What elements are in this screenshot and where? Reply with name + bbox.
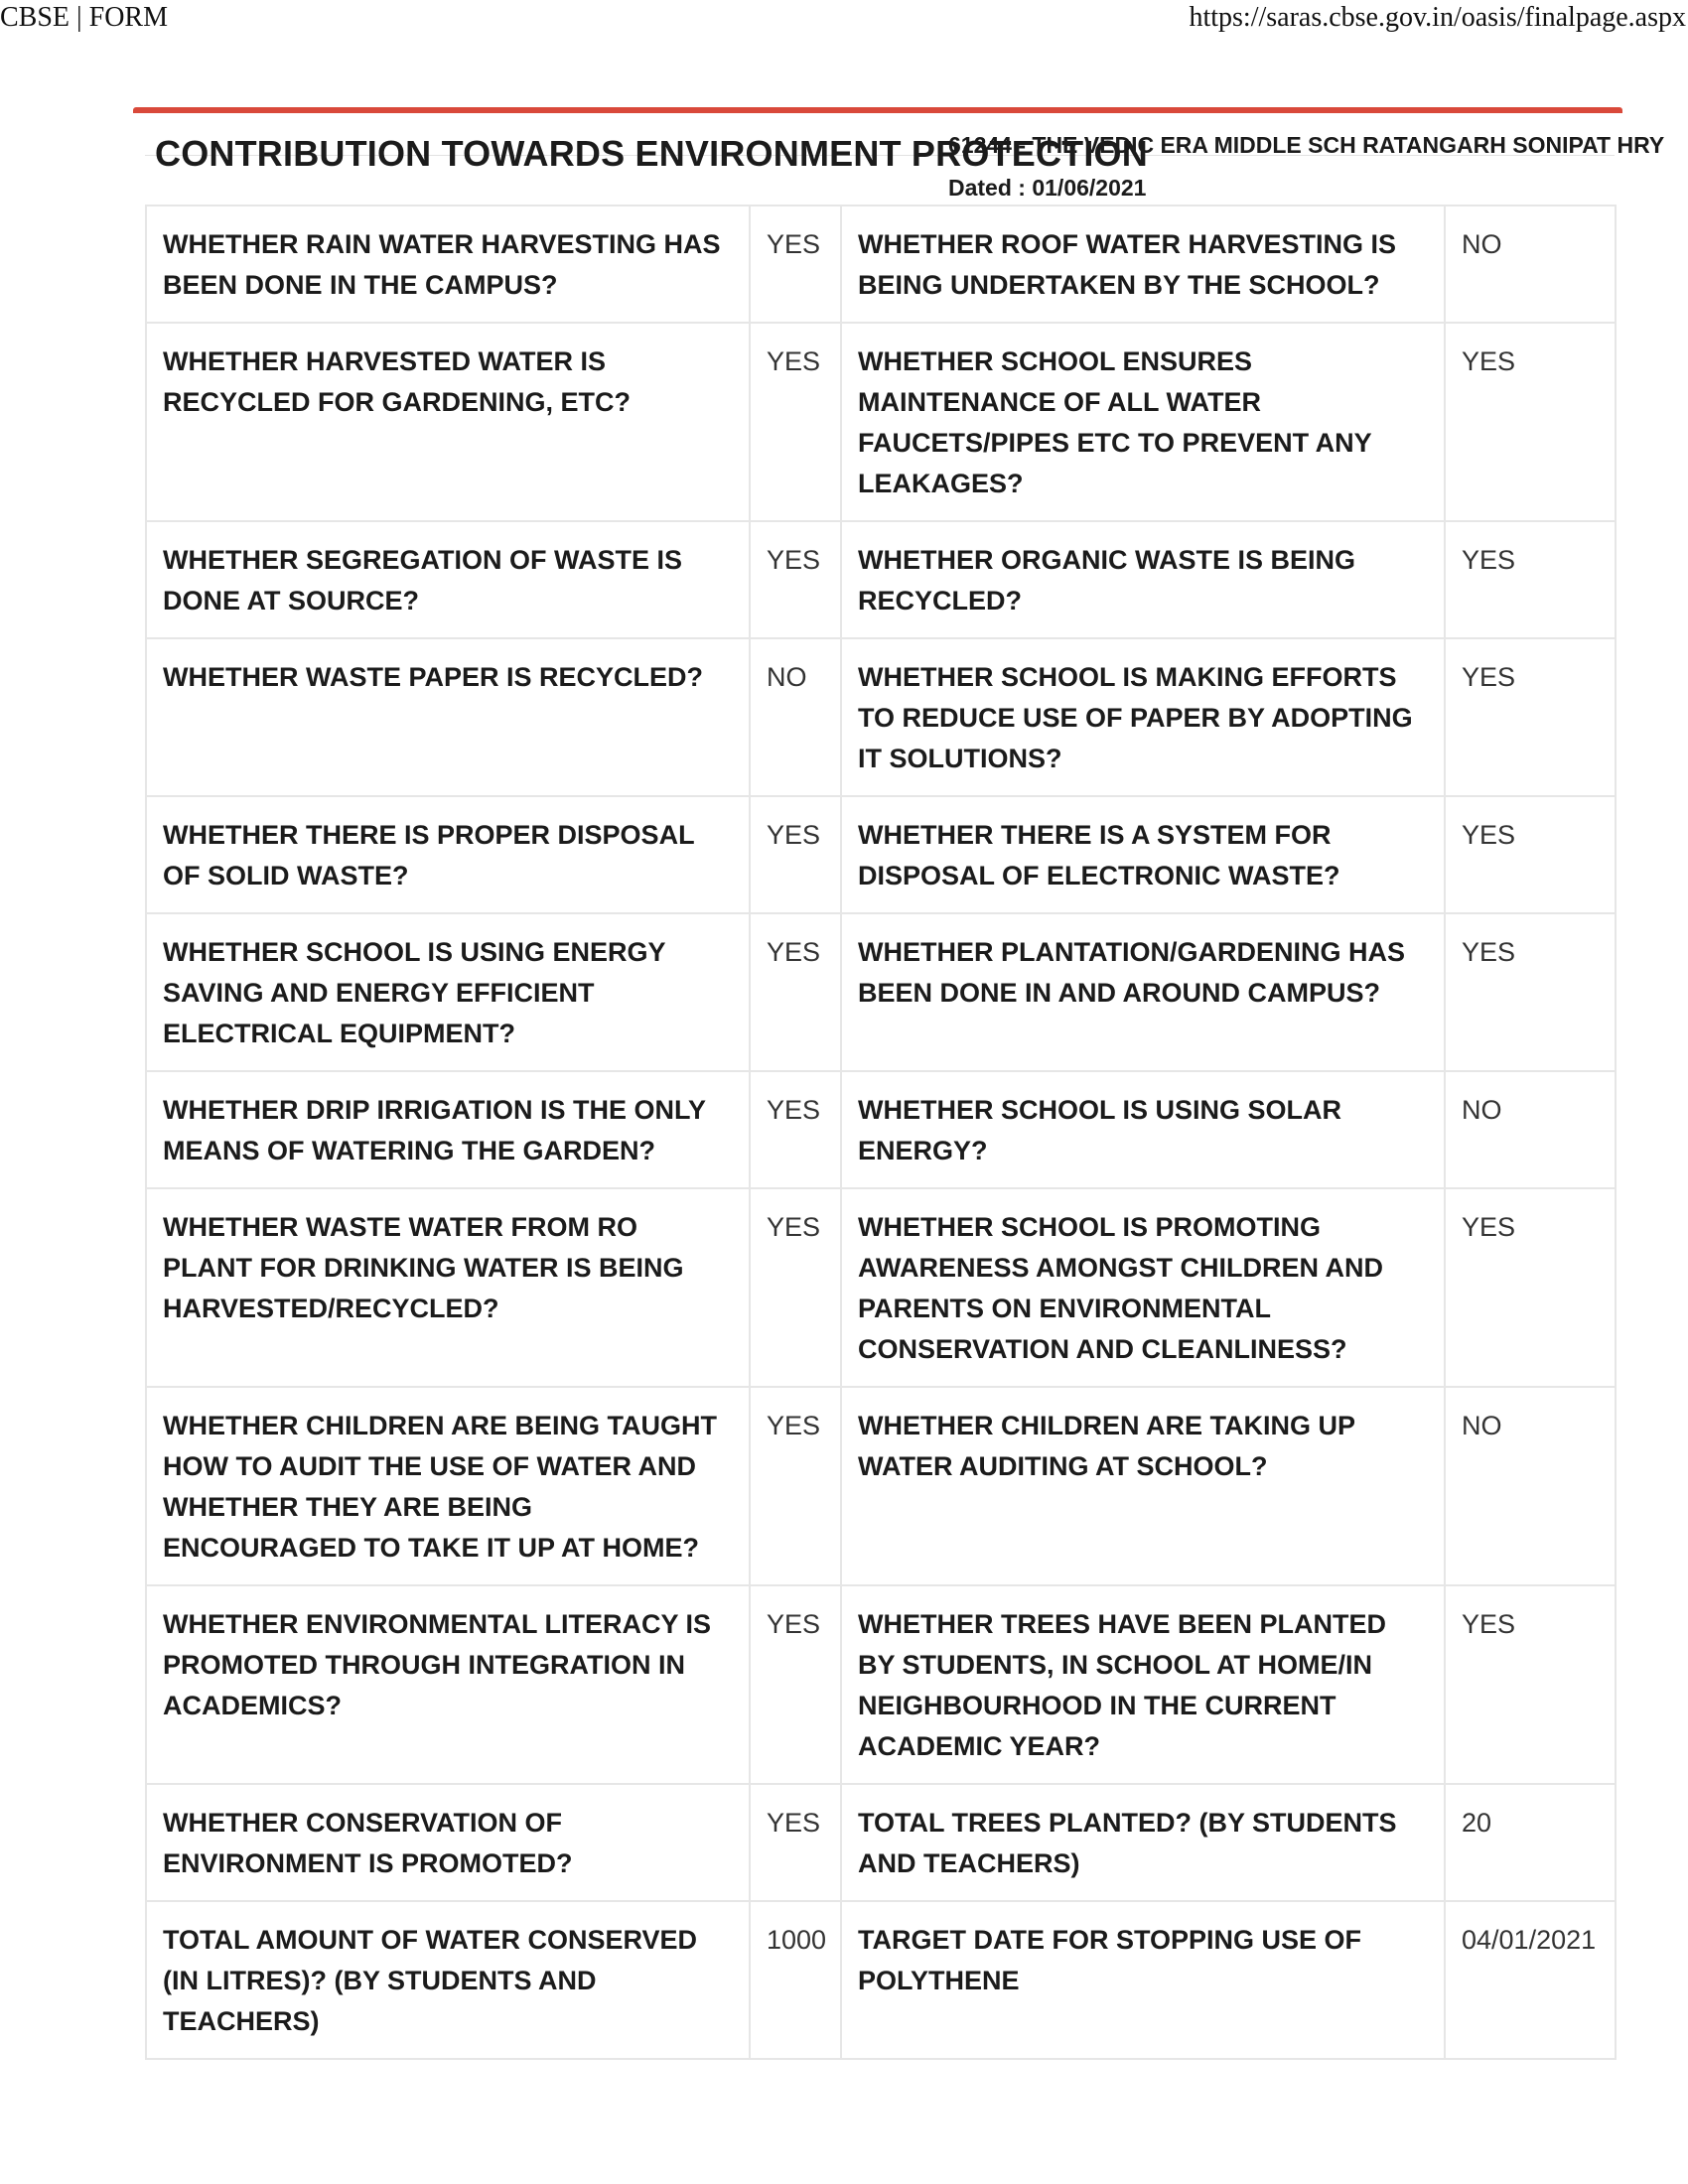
table-row bbox=[146, 1585, 1616, 1784]
answer-cell: YES bbox=[1445, 796, 1616, 913]
question-cell: TARGET DATE FOR STOPPING USE OF POLYTHENE bbox=[841, 1901, 1445, 2059]
answer-cell: YES bbox=[1445, 638, 1616, 796]
question-cell: WHETHER THERE IS A SYSTEM FOR DISPOSAL OF ELECTRONIC WASTE? bbox=[841, 796, 1445, 913]
section-accent-bar bbox=[133, 107, 1622, 113]
table-row bbox=[146, 638, 1616, 796]
answer-cell: YES bbox=[1445, 323, 1616, 521]
table-row bbox=[146, 1901, 1616, 2059]
question-cell: WHETHER RAIN WATER HARVESTING HAS BEEN DONE IN THE CAMPUS? bbox=[146, 205, 750, 323]
answer-cell: 04/01/2021 bbox=[1445, 1901, 1616, 2059]
table-row bbox=[146, 205, 1616, 323]
table-row bbox=[146, 1188, 1616, 1387]
answer-cell: YES bbox=[750, 1585, 841, 1784]
answer-cell: YES bbox=[750, 913, 841, 1071]
answer-cell: YES bbox=[750, 1784, 841, 1901]
answer-cell: YES bbox=[750, 1188, 841, 1387]
dated-label: Dated : 01/06/2021 bbox=[948, 175, 1147, 201]
table-row bbox=[146, 323, 1616, 521]
answer-cell: NO bbox=[1445, 205, 1616, 323]
question-cell: WHETHER THERE IS PROPER DISPOSAL OF SOLID WASTE? bbox=[146, 796, 750, 913]
answer-cell: NO bbox=[750, 638, 841, 796]
question-cell: WHETHER CHILDREN ARE TAKING UP WATER AUDITING AT SCHOOL? bbox=[841, 1387, 1445, 1585]
question-cell: WHETHER SEGREGATION OF WASTE IS DONE AT SOURCE? bbox=[146, 521, 750, 638]
table-row bbox=[146, 913, 1616, 1071]
question-cell: WHETHER PLANTATION/GARDENING HAS BEEN DONE IN AND AROUND CAMPUS? bbox=[841, 913, 1445, 1071]
answer-cell: YES bbox=[1445, 1188, 1616, 1387]
question-cell: WHETHER WASTE PAPER IS RECYCLED? bbox=[146, 638, 750, 796]
question-cell: TOTAL AMOUNT OF WATER CONSERVED (IN LITRES)? (BY STUDENTS AND TEACHERS) bbox=[146, 1901, 750, 2059]
answer-cell: YES bbox=[1445, 1585, 1616, 1784]
answer-cell: NO bbox=[1445, 1387, 1616, 1585]
question-cell: WHETHER ROOF WATER HARVESTING IS BEING UNDERTAKEN BY THE SCHOOL? bbox=[841, 205, 1445, 323]
answer-cell: YES bbox=[750, 205, 841, 323]
table-row bbox=[146, 521, 1616, 638]
answer-cell: YES bbox=[1445, 913, 1616, 1071]
answer-cell: 20 bbox=[1445, 1784, 1616, 1901]
question-cell: WHETHER SCHOOL IS USING SOLAR ENERGY? bbox=[841, 1071, 1445, 1188]
question-cell: WHETHER ENVIRONMENTAL LITERACY IS PROMOTED THROUGH INTEGRATION IN ACADEMICS? bbox=[146, 1585, 750, 1784]
answer-cell: YES bbox=[750, 1387, 841, 1585]
table-row bbox=[146, 1784, 1616, 1901]
question-cell: WHETHER CHILDREN ARE BEING TAUGHT HOW TO AUDIT THE USE OF WATER AND WHETHER THEY ARE BEING ENCOURAGED TO TAKE IT UP AT HOME? bbox=[146, 1387, 750, 1585]
answer-cell: NO bbox=[1445, 1071, 1616, 1188]
environment-questions-table bbox=[145, 205, 1617, 2060]
question-cell: WHETHER HARVESTED WATER IS RECYCLED FOR GARDENING, ETC? bbox=[146, 323, 750, 521]
question-cell: WHETHER TREES HAVE BEEN PLANTED BY STUDENTS, IN SCHOOL AT HOME/IN NEIGHBOURHOOD IN THE CURRENT ACADEMIC YEAR? bbox=[841, 1585, 1445, 1784]
print-header-title: CBSE | FORM bbox=[0, 2, 168, 33]
answer-cell: YES bbox=[1445, 521, 1616, 638]
question-cell: TOTAL TREES PLANTED? (BY STUDENTS AND TEACHERS) bbox=[841, 1784, 1445, 1901]
answer-cell: YES bbox=[750, 796, 841, 913]
answer-cell: 1000 bbox=[750, 1901, 841, 2059]
question-cell: WHETHER SCHOOL IS MAKING EFFORTS TO REDUCE USE OF PAPER BY ADOPTING IT SOLUTIONS? bbox=[841, 638, 1445, 796]
table-row bbox=[146, 1387, 1616, 1585]
answer-cell: YES bbox=[750, 521, 841, 638]
answer-cell: YES bbox=[750, 323, 841, 521]
table-row bbox=[146, 1071, 1616, 1188]
print-header-url: https://saras.cbse.gov.in/oasis/finalpage.aspx bbox=[1189, 2, 1686, 33]
answer-cell: YES bbox=[750, 1071, 841, 1188]
question-cell: WHETHER SCHOOL IS PROMOTING AWARENESS AMONGST CHILDREN AND PARENTS ON ENVIRONMENTAL CONSERVATION AND CLEANLINESS? bbox=[841, 1188, 1445, 1387]
question-cell: WHETHER CONSERVATION OF ENVIRONMENT IS PROMOTED? bbox=[146, 1784, 750, 1901]
school-name: 61244 - THE VEDIC ERA MIDDLE SCH RATANGARH SONIPAT HRY bbox=[948, 132, 1665, 158]
question-cell: WHETHER SCHOOL ENSURES MAINTENANCE OF ALL WATER FAUCETS/PIPES ETC TO PREVENT ANY LEAKAGES? bbox=[841, 323, 1445, 521]
page-title: CONTRIBUTION TOWARDS ENVIRONMENT PROTECTION bbox=[155, 133, 1148, 174]
table-row bbox=[146, 796, 1616, 913]
question-cell: WHETHER ORGANIC WASTE IS BEING RECYCLED? bbox=[841, 521, 1445, 638]
question-cell: WHETHER DRIP IRRIGATION IS THE ONLY MEANS OF WATERING THE GARDEN? bbox=[146, 1071, 750, 1188]
question-cell: WHETHER SCHOOL IS USING ENERGY SAVING AND ENERGY EFFICIENT ELECTRICAL EQUIPMENT? bbox=[146, 913, 750, 1071]
question-cell: WHETHER WASTE WATER FROM RO PLANT FOR DRINKING WATER IS BEING HARVESTED/RECYCLED? bbox=[146, 1188, 750, 1387]
